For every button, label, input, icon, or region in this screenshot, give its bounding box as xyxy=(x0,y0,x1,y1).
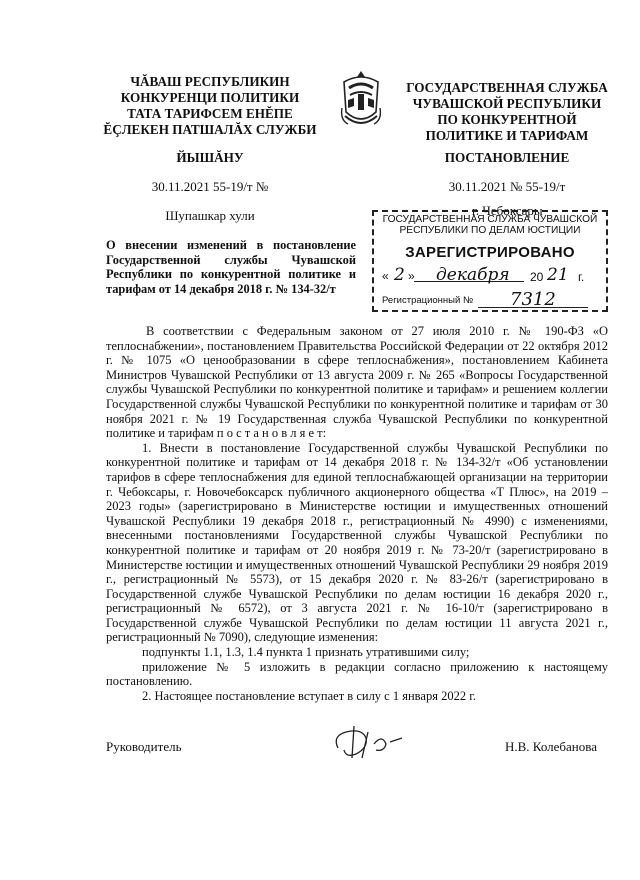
left-org-name xyxy=(95,74,325,138)
right-city: г. Чебоксары xyxy=(472,203,543,218)
stamp-year-prefix: 20 xyxy=(530,270,544,284)
stamp-org-line: РЕСПУБЛИКИ ПО ДЕЛАМ ЮСТИЦИИ xyxy=(399,225,581,236)
left-org-line: КОНКУРЕНЦИ ПОЛИТИКИ xyxy=(120,90,300,105)
stamp-org-line: ГОСУДАРСТВЕННАЯ СЛУЖБА ЧУВАШСКОЙ xyxy=(382,214,598,225)
document-body xyxy=(106,324,608,703)
right-date-number: 30.11.2021 № 55-19/т xyxy=(448,179,566,194)
right-doc-type: ПОСТАНОВЛЕНИЕ xyxy=(444,150,570,165)
right-org-line: ПОЛИТИКЕ И ТАРИФАМ xyxy=(425,128,589,143)
stamp-month: декабря xyxy=(436,265,510,285)
left-doc-type: ЙЫШĂНУ xyxy=(176,150,244,165)
subject-line: тарифам от 14 декабря 2018 г. № 134-32/т xyxy=(106,281,336,296)
right-org-line: ГОСУДАРСТВЕННАЯ СЛУЖБА xyxy=(406,80,608,95)
left-org-line: ЧĂВАШ РЕСПУБЛИКИН xyxy=(130,74,290,89)
stamp-day: 2 xyxy=(394,265,405,285)
stamp-title: ЗАРЕГИСТРИРОВАНО xyxy=(405,244,575,261)
registration-stamp xyxy=(372,210,608,312)
stamp-year-suffix: 21 xyxy=(547,265,569,285)
stamp-year-unit: г. xyxy=(578,270,585,284)
left-org-line: ТАТА ТАРИФСЕМ ЕНĔПЕ xyxy=(127,106,293,121)
emblem-icon xyxy=(336,68,386,134)
stamp-reg-label: Регистрационный № xyxy=(382,295,474,306)
stamp-reg-row xyxy=(374,289,606,311)
right-org-line: ЧУВАШСКОЙ РЕСПУБЛИКИ xyxy=(412,96,602,111)
stamp-date-row: « 2 » декабря 20 21 г. xyxy=(382,265,585,285)
handwritten-signature xyxy=(328,718,438,762)
left-date-number: 30.11.2021 55-19/т № xyxy=(151,179,269,194)
body-paragraph: приложение № 5 изложить в редакции согласно приложению к настоящему постановлению. xyxy=(106,659,608,689)
body-paragraph: 2. Настоящее постановление вступает в силу с 1 января 2022 г. xyxy=(142,688,477,703)
left-org-line: ĔÇЛЕКЕН ПАТШАЛĂХ СЛУЖБИ xyxy=(103,122,317,137)
right-org-line: ПО КОНКУРЕНТНОЙ xyxy=(437,112,577,127)
signatory-name: Н.В. Колебанова xyxy=(505,739,597,754)
subject-line: Государственной службы Чувашской xyxy=(106,252,356,267)
signatory-position: Руководитель xyxy=(106,739,182,754)
right-org-name xyxy=(392,80,622,144)
subject-line: Республики по конкурентной политике и xyxy=(106,267,356,282)
document-subject xyxy=(106,238,356,296)
body-paragraph: подпункты 1.1, 1.3, 1.4 пункта 1 признать утратившими силу; xyxy=(142,645,470,660)
left-city: Шупашкар хули xyxy=(165,208,255,223)
stamp-reg-number: 7312 xyxy=(510,289,556,310)
body-paragraph: 1. Внести в постановление Государственной службы Чувашской Республики по конкурентной политике и тарифам от 14 декабря 2018 г. № 134-32/т «Об установлении тарифов в сфере теплоснабжения для единой теплоснабжающей организации на территории г. Чебоксары, г. Новочебоксарск публичного акционерного общества «Т Плюс», на 2019 – 2023 годы» (зарегистрировано в Министерстве юстиции и имущественных отношений Чувашской Республики 19 декабря 2018 г., регистрационный № 4990) с изменениями, внесенными постановлениями Государственной службы Чувашской Республики по конкурентной политике и тарифам от 20 ноября 2019 г. № 73-20/т (зарегистрировано в Министерстве юстиции и имущественных отношений Чувашской Республики 29 ноября 2019 г., регистрационный № 5573), от 15 декабря 2020 г. № 83-26/т (зарегистрировано в Государственной службе Чувашской Республики по делам юстиции 16 декабря 2020 г., регистрационный № 6572), от 3 августа 2021 г. № 16-10/т (зарегистрировано в Государственной службе Чувашской Республики по делам юстиции 11 августа 2021 г., регистрационный № 7090), следующие изменения: xyxy=(106,440,608,645)
body-paragraph: В соответствии с Федеральным законом от 27 июля 2010 г. № 190-ФЗ «О теплоснабжении», постановлением Правительства Российской Федерации от 22 октября 2012 г. № 1075 «О ценообразовании в сфере теплоснабжения», постановлением Кабинета Министров Чувашской Республики от 13 августа 2009 г. № 265 «Вопросы Государственной службы Чувашской Республики по конкурентной политике и тарифам» и решением коллегии Государственной службы Чувашской Республики по конкурентной политике и тарифам от 30 ноября 2021 г. № 19 Государственная служба Чувашской Республики по конкурентной политике и тарифам п о с т а н о в л я е т: xyxy=(106,324,608,441)
subject-line: О внесении изменений в постановление xyxy=(106,238,356,252)
